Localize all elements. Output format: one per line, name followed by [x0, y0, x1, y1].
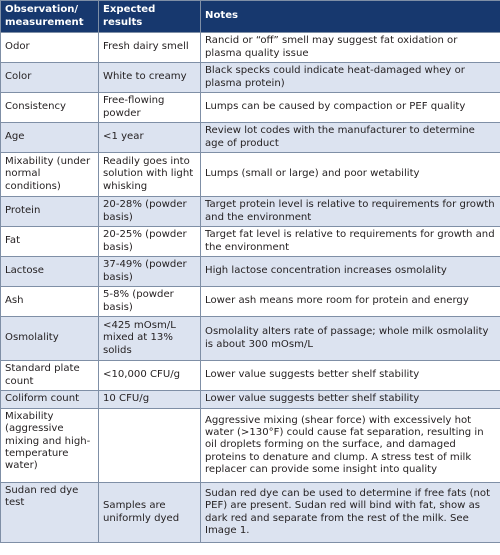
- expected-cell: <425 mOsm/L mixed at 13% solids: [99, 317, 201, 361]
- table-row: [1, 153, 500, 197]
- table-row: [1, 63, 500, 93]
- table-row: [1, 409, 500, 483]
- observation-cell: Osmolality: [1, 317, 99, 361]
- observation-cell: Ash: [1, 287, 99, 317]
- table-row: [1, 257, 500, 287]
- header-observation: Observation/ measurement: [1, 1, 99, 33]
- expected-cell: Readily goes into solution with light whisking: [99, 153, 201, 197]
- notes-cell: Target fat level is relative to requirements for growth and the environment: [201, 227, 500, 257]
- table-row: [1, 93, 500, 123]
- expected-cell: 10 CFU/g: [99, 391, 201, 409]
- expected-cell: White to creamy: [99, 63, 201, 93]
- notes-cell: Black specks could indicate heat-damaged whey or plasma protein): [201, 63, 500, 93]
- table-row: [1, 227, 500, 257]
- observation-cell: Age: [1, 123, 99, 153]
- header-row: [1, 1, 500, 33]
- observation-cell: Consistency: [1, 93, 99, 123]
- observation-cell: Mixability (under normal conditions): [1, 153, 99, 197]
- observation-cell: Color: [1, 63, 99, 93]
- header-notes: Notes: [201, 1, 500, 33]
- observation-cell: Protein: [1, 197, 99, 227]
- expected-cell: <10,000 CFU/g: [99, 361, 201, 391]
- table-row: [1, 33, 500, 63]
- expected-cell: 20-28% (powder basis): [99, 197, 201, 227]
- notes-cell: Lower value suggests better shelf stability: [201, 361, 500, 391]
- table-row: [1, 483, 500, 543]
- notes-cell: Lower value suggests better shelf stability: [201, 391, 500, 409]
- observation-cell: Standard plate count: [1, 361, 99, 391]
- header-expected-results: Expected results: [99, 1, 201, 33]
- observation-cell: Coliform count: [1, 391, 99, 409]
- expected-cell: 5-8% (powder basis): [99, 287, 201, 317]
- notes-cell: Sudan red dye can be used to determine if free fats (not PEF) are present. Sudan red will bind with fat, show as dark red and separate from the rest of the milk. See Image 1.: [201, 483, 500, 543]
- observation-cell: Fat: [1, 227, 99, 257]
- expected-cell: <1 year: [99, 123, 201, 153]
- observation-cell: Sudan red dye test: [1, 483, 99, 543]
- notes-cell: Review lot codes with the manufacturer to determine age of product: [201, 123, 500, 153]
- expected-cell: [99, 409, 201, 483]
- notes-cell: Lumps can be caused by compaction or PEF quality: [201, 93, 500, 123]
- table-row: [1, 123, 500, 153]
- table-row: [1, 391, 500, 409]
- expected-cell: Samples are uniformly dyed: [99, 483, 201, 543]
- expected-cell: Fresh dairy smell: [99, 33, 201, 63]
- notes-cell: High lactose concentration increases osmolality: [201, 257, 500, 287]
- expected-cell: Free-flowing powder: [99, 93, 201, 123]
- table-row: [1, 361, 500, 391]
- expected-cell: 37-49% (powder basis): [99, 257, 201, 287]
- notes-cell: Aggressive mixing (shear force) with excessively hot water (>130°F) could cause fat separation, resulting in oil droplets forming on the surface, and damaged proteins to denature and clump. A stress test of milk replacer can provide some insight into quality: [201, 409, 500, 483]
- table-row: [1, 287, 500, 317]
- notes-cell: Rancid or “off” smell may suggest fat oxidation or plasma quality issue: [201, 33, 500, 63]
- notes-cell: Lumps (small or large) and poor wetability: [201, 153, 500, 197]
- notes-cell: Lower ash means more room for protein and energy: [201, 287, 500, 317]
- notes-cell: Osmolality alters rate of passage; whole milk osmolality is about 300 mOsm/L: [201, 317, 500, 361]
- notes-cell: Target protein level is relative to requirements for growth and the environment: [201, 197, 500, 227]
- observation-cell: Lactose: [1, 257, 99, 287]
- observation-cell: Odor: [1, 33, 99, 63]
- table-row: [1, 317, 500, 361]
- expected-cell: 20-25% (powder basis): [99, 227, 201, 257]
- observation-cell: Mixability (aggressive mixing and high-temperature water): [1, 409, 99, 483]
- table-row: [1, 197, 500, 227]
